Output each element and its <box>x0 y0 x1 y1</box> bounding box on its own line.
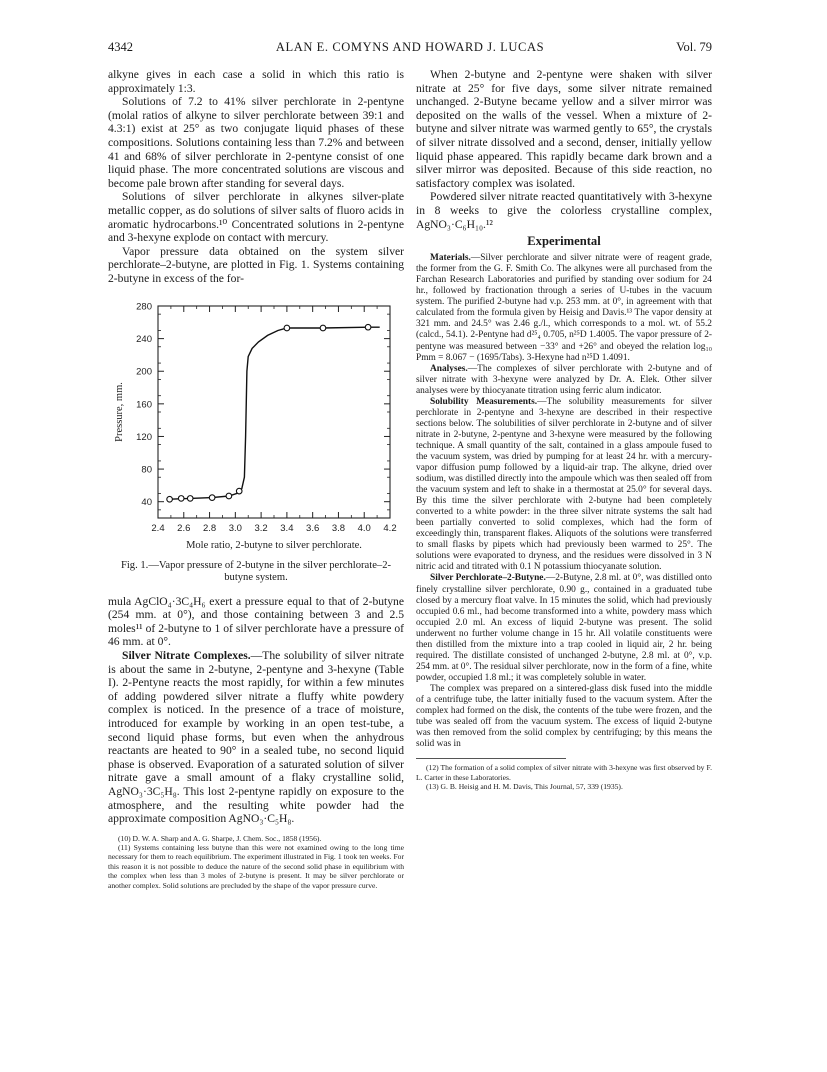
run-in-heading: Materials. <box>430 253 471 264</box>
paragraph: Materials.—Silver perchlorate and silver nitrate were of reagent grade, the former from the G. F. Smith Co. The alkynes were all purchased from the Farchan Research Laboratories and purified by standing over sodium for 24 hr., followed by fractionation through a series of U-tubes in the vacuum system. The purified 2-butyne had v.p. 253 mm. at 0°, in agreement with that calculated from the formula given by Heisig and Davis.¹³ The vapor density at 321 mm. and 24.5° was 2.46 g./l., which corresponds to a mol. wt. of 55.2 (calcd., 54.1). 2-Pentyne had d²⁵₄ 0.705, n²⁵D 1.4005. The vapor pressure of 2-pentyne was measured between −33° and +26° and obeyed the relation log₁₀ Pmm = 8.067 − (1695/Tabs). 3-Hexyne had n²⁵D 1.4091. <box>416 253 712 363</box>
paragraph: Silver Perchlorate–2-Butyne.—2-Butyne, 2.8 ml. at 0°, was distilled onto finely crystalline silver perchlorate, 0.90 g., contained in a graduated tube closed by a mercury float valve. In 15 minutes the solid, which had previously occupied 0.6 ml., had become transformed into a white, powdery mass which occupied 2.0 ml. An excess of liquid 2-butyne was present. The solid underwent no further volume change in 15 hr. All volatile constituents were then distilled from the mixture into a trap cooled in liquid air, 2 hr. being required. The distillate consisted of unchanged 2-butyne, 2.8 ml. at 0°, v.p. 254 mm. at 0°. The residual silver perchlorate, now in the form of a fine, white powder, occupied 1.8 ml.; it was completely soluble in water. <box>416 573 712 683</box>
x-tick-label: 3.8 <box>331 522 346 534</box>
y-tick-label: 240 <box>136 333 152 345</box>
vapor-pressure-chart <box>108 298 404 558</box>
run-in-heading: Analyses. <box>430 363 468 374</box>
figure-caption: Fig. 1.—Vapor pressure of 2-butyne in the silver perchlorate–2-butyne system. <box>120 559 392 584</box>
y-tick-label: 120 <box>136 431 152 443</box>
x-tick-label: 2.6 <box>177 522 191 534</box>
left-column <box>108 68 404 890</box>
paragraph: Solutions of 7.2 to 41% silver perchlorate in 2-pentyne (molal ratios of alkyne to silver perchlorate between 39:1 and 4.3:1) exist at 25° as two conjugate liquid phases of these compositions. Solutions containing less than 7.2% and between 41 and 68% of silver perchlorate in 2-pentyne consist of one liquid phase. The more concentrated solutions are viscous and become pale brown after standing for several days. <box>108 95 404 190</box>
section-heading: Experimental <box>527 234 601 249</box>
paragraph: alkyne gives in each case a solid in which this ratio is approximately 1:3. <box>108 68 404 95</box>
paragraph: Powdered silver nitrate reacted quantitatively with 3-hexyne in 8 weeks to give the colorless crystalline complex, AgNO₃·C₆H₁₀.¹² <box>416 190 712 231</box>
data-point <box>187 495 193 501</box>
data-point <box>226 493 232 499</box>
data-point <box>284 325 290 331</box>
x-tick-label: 3.0 <box>228 522 242 534</box>
paragraph: Analyses.—The complexes of silver perchlorate with 2-butyne and of silver nitrate with 3-hexyne were analyzed by Dr. A. Elek. Other silver analyses were by thiocyanate titration using ferric alum indicator. <box>416 363 712 396</box>
paragraph: mula AgClO₄·3C₄H₆ exert a pressure equal to that of 2-butyne (254 mm. at 0°), and those containing between 3 and 2.5 moles¹¹ of 2-butyne to 1 of silver perchlorate have a pressure of 46 mm. at 0°. <box>108 594 404 649</box>
y-tick-label: 40 <box>141 496 152 508</box>
paragraph: The complex was prepared on a sintered-glass disk fused into the middle of a centrifuge tube, the latter initially fused to the vacuum system. After the complex had formed on the disk, the contents of the tube were frozen, and the tube was sealed off from the vacuum system. The excess of liquid 2-butyne was then removed from the solid complex by centrifuging; by this means the solid was in <box>416 683 712 750</box>
data-point <box>167 496 173 502</box>
x-axis-label: Mole ratio, 2-butyne to silver perchlorate. <box>186 539 362 551</box>
running-header <box>108 40 712 56</box>
x-tick-label: 4.2 <box>383 522 397 534</box>
paragraph: Solutions of silver perchlorate in alkynes silver-plate metallic copper, as do solutions of silver salts of fluoro acids in aromatic hydrocarbons.¹⁰ Concentrated solutions in 2-pentyne and 3-hexyne explode on contact with mercury. <box>108 190 404 245</box>
footnote-12: (12) The formation of a solid complex of silver nitrate with 3-hexyne was first observed by F. L. Carter in these Laboratories. <box>416 763 712 782</box>
y-tick-label: 160 <box>136 398 152 410</box>
run-in-heading: Silver Nitrate Complexes. <box>122 649 251 663</box>
plot-frame <box>158 306 390 518</box>
x-tick-label: 3.2 <box>254 522 268 534</box>
y-axis-label: Pressure, mm. <box>114 381 125 442</box>
paragraph-body: —The solubility of silver nitrate is about the same in 2-butyne, 2-pentyne and 3-hexyne (Table I). 2-Pentyne reacts the most rapidly, for within a few minutes of adding powdered silver nitrate a fluffy white powdery complex is noticed. In the presence of a trace of moisture, introduced for example by working in an open test-tube, a second liquid phase forms, but even when the anhydrous reactants are heated to 90° in a sealed tube, no second liquid phase is observed. Evaporation of a saturated solution of silver nitrate gave a small amount of a flaky crystalline solid, AgNO₃·3C₅H₈. This lost 2-pentyne rapidly on exposure to the atmosphere, and the resulting white powder had the approximate composition AgNO₃·C₅H₈. <box>108 649 405 826</box>
running-authors: ALAN E. COMYNS AND HOWARD J. LUCAS <box>275 40 545 54</box>
y-tick-label: 80 <box>141 464 152 476</box>
paragraph: Solubility Measurements.—The solubility measurements for silver perchlorate in 2-pentyne and 3-hexyne are described in their respective sections below. The solubilities of silver perchlorate in 2-butyne and of silver nitrate in 2-butyne, 2-pentyne and 3-hexyne were measured by the following technique. A small quantity of the salt, contained in a glass ampoule fused to the vacuum system, was dried by pumping for at least 24 hr. with a mercury-vapor diffusion pump followed by a liquid-air trap. The alkyne, dried over sodium, was distilled directly into the ampoule which was then sealed off from the vacuum system and left to shake in a thermostat at 25.0° for several days. By this time the silver perchlorate with 2-butyne had been completely converted to a white powder: in the three silver nitrate systems the salt had been partially converted to solid complexes, which had the form of exceedingly thin, transparent flakes. Aliquots of the solutions were transferred to small flasks by pipets which had previously been warmed to 25°. The solutions were evaporated to dryness, and the residues were dissolved in 3 N nitric acid and titrated with 0.1 N potassium thiocyanate solution. <box>416 396 712 573</box>
footnote-13: (13) G. B. Heisig and H. M. Davis, This Journal, 57, 339 (1935). <box>426 781 623 791</box>
paragraph <box>108 649 404 826</box>
data-point <box>178 495 184 501</box>
data-point <box>236 488 242 494</box>
x-tick-label: 2.8 <box>202 522 217 534</box>
data-point <box>365 324 371 330</box>
run-in-heading: Solubility Measurements. <box>430 396 538 407</box>
volume-label: Vol. 79 <box>676 40 712 54</box>
x-tick-label: 4.0 <box>357 522 371 534</box>
series-line <box>170 327 380 499</box>
figure-1 <box>108 298 404 558</box>
x-tick-label: 2.4 <box>151 522 165 534</box>
footnote-11: (11) Systems containing less butyne than this were not examined owing to the long time necessary for them to reach equilibrium. The experiment illustrated in Fig. 1 took ten weeks. For this reason it is not possible to deduce the nature of the second solid phase in equilibrium with the complex when less than 3 moles of 2-butyne is present. It may be silver perchlorate or another complex. Solid solutions are precluded by the shape of the vapor pressure curve. <box>108 843 404 890</box>
x-tick-label: 3.6 <box>306 522 320 534</box>
page-number: 4342 <box>108 40 133 54</box>
y-tick-label: 280 <box>136 301 152 312</box>
footnote-10: (10) D. W. A. Sharp and A. G. Sharpe, J. Chem. Soc., 1858 (1956). <box>118 833 322 843</box>
data-point <box>320 325 326 331</box>
right-column <box>416 68 712 791</box>
footnote-rule <box>416 758 566 759</box>
x-tick-label: 3.4 <box>280 522 294 534</box>
paragraph: Vapor pressure data obtained on the system silver perchlorate–2-butyne, are plotted in Fig. 1. Systems containing 2-butyne in excess of the for- <box>108 244 404 285</box>
run-in-heading: Silver Perchlorate–2-Butyne. <box>430 573 546 584</box>
data-point <box>209 494 215 500</box>
y-tick-label: 200 <box>136 366 152 378</box>
paragraph: When 2-butyne and 2-pentyne were shaken with silver nitrate at 25° for five days, some silver nitrate remained unchanged. 2-Butyne became yellow and a silver mirror was deposited on the walls of the vessel. When a mixture of 2-butyne and silver nitrate was warmed gently to 65°, the crystals of silver nitrate dissolved and a second, denser, initially yellow liquid phase appeared. This rapidly became dark brown and a silver mirror was deposited. Because of this side reaction, no satisfactory complex was isolated. <box>416 68 712 190</box>
